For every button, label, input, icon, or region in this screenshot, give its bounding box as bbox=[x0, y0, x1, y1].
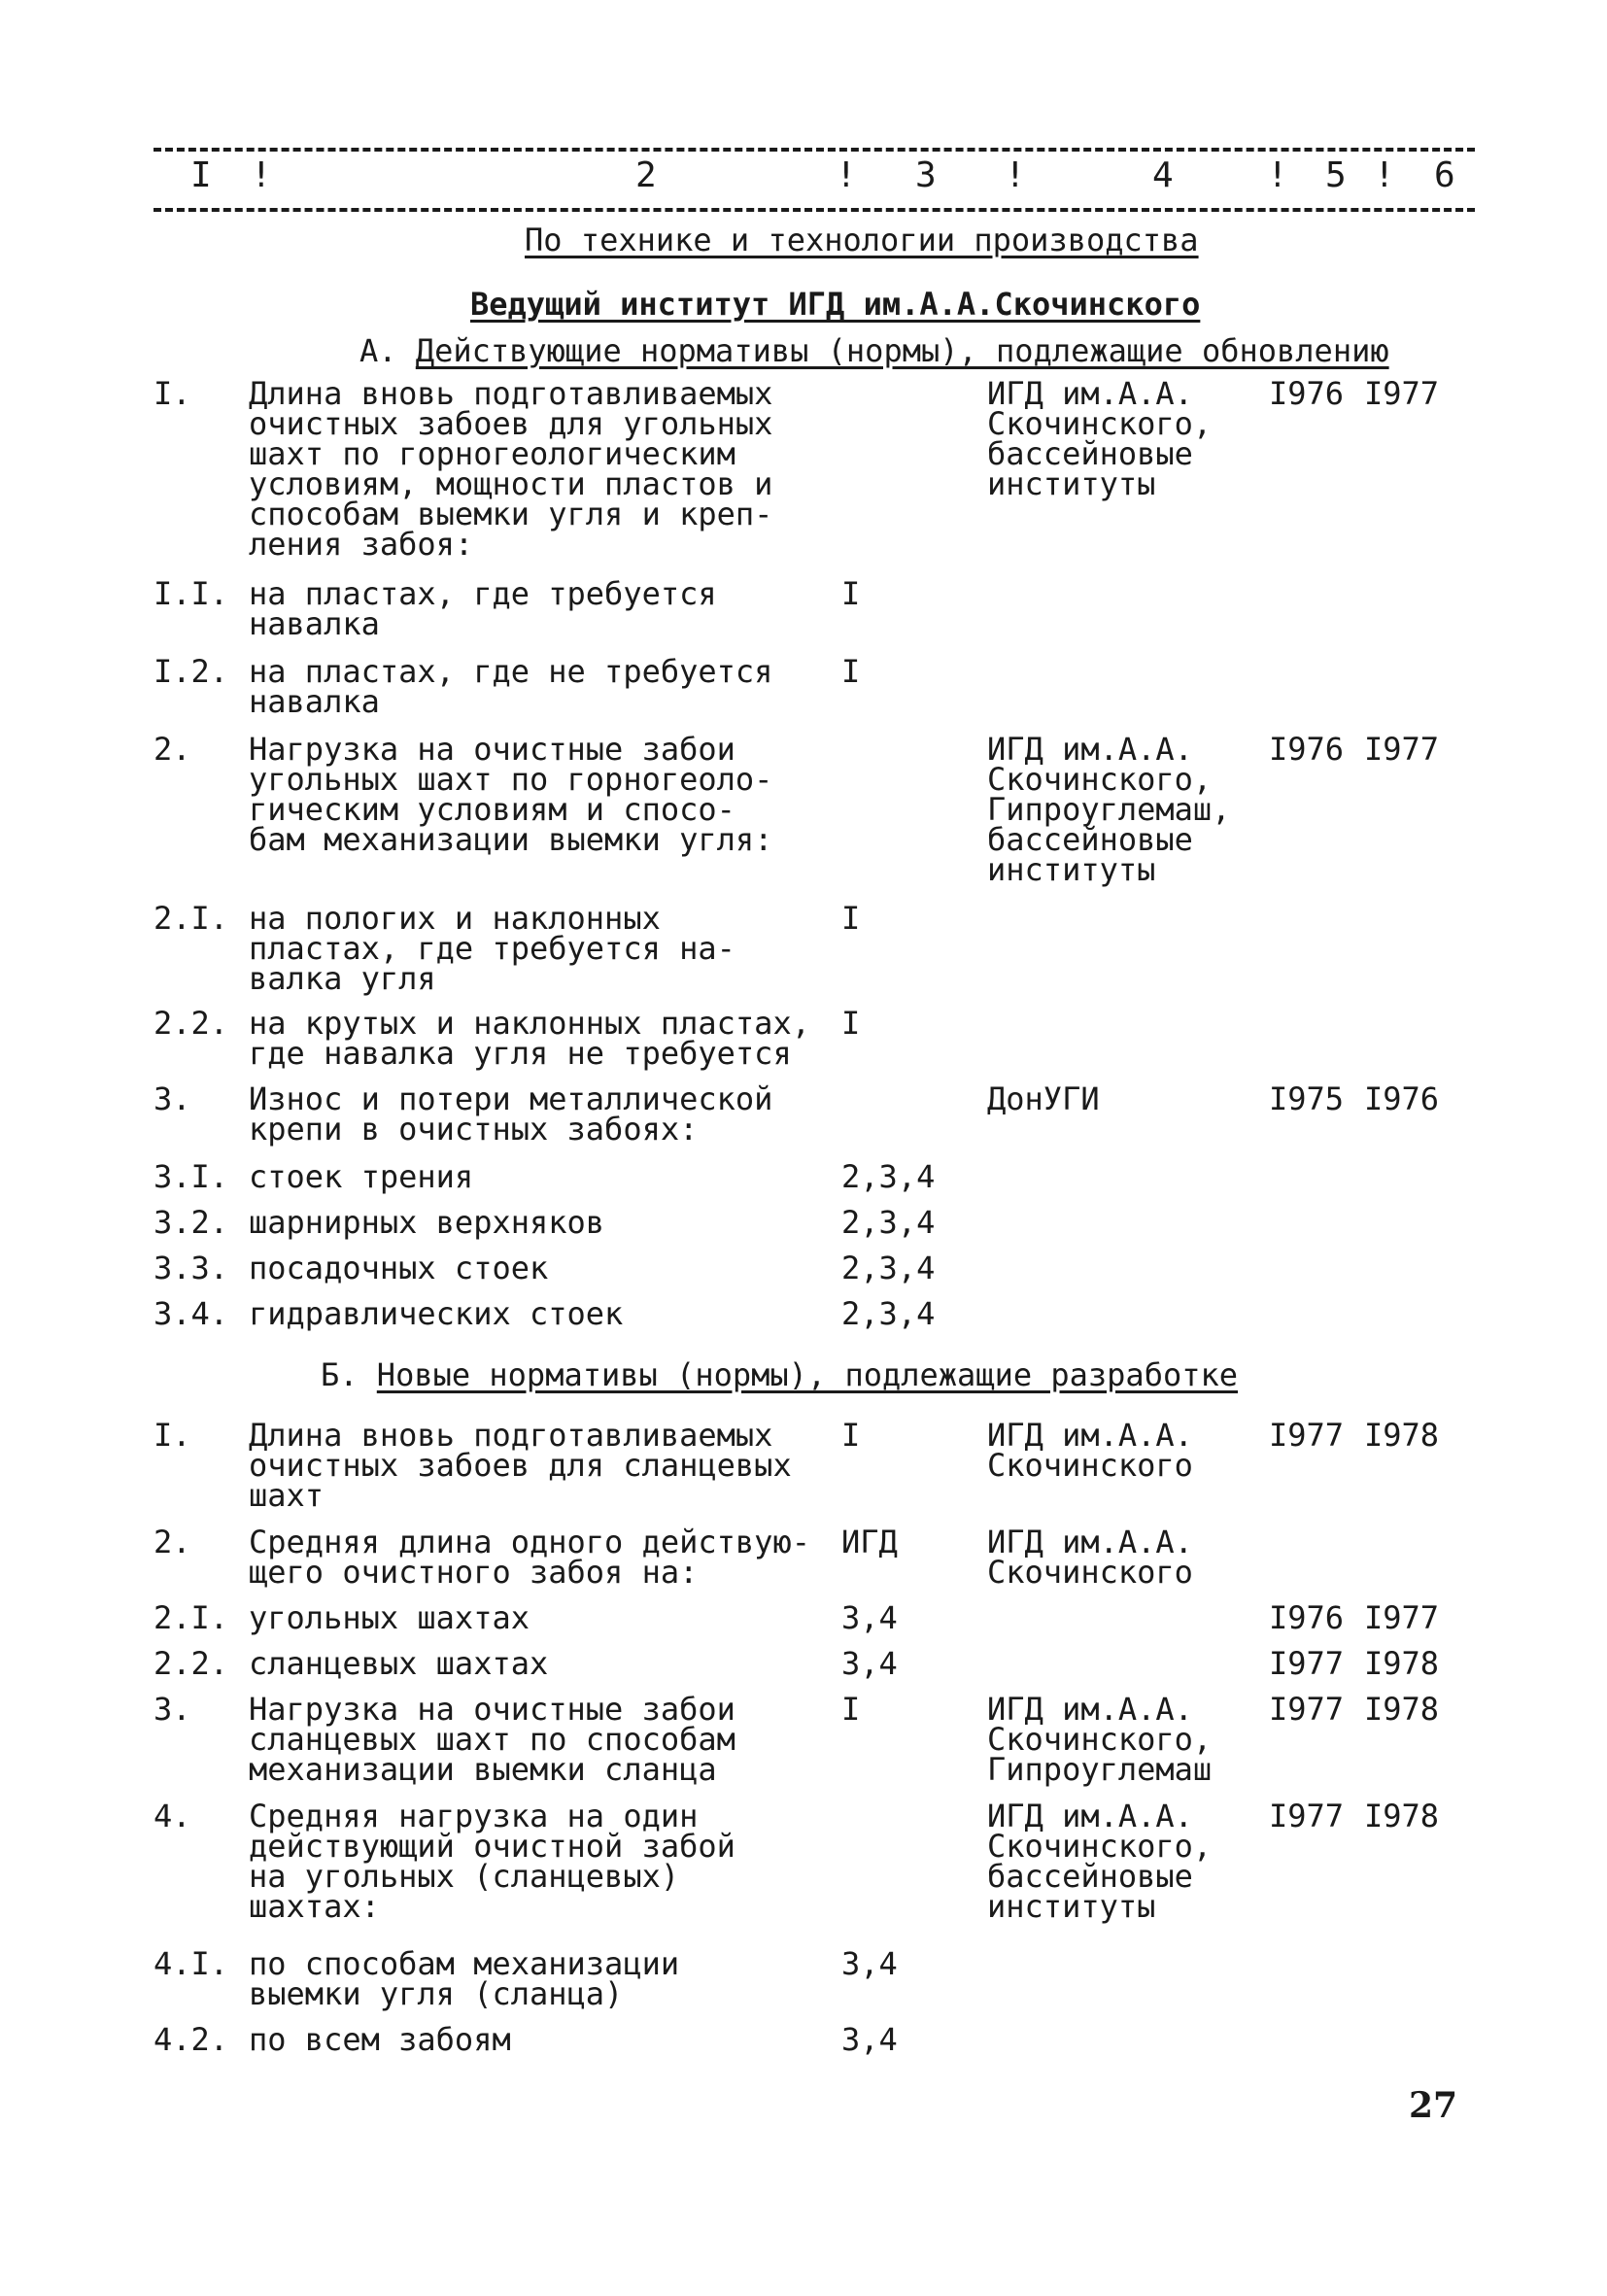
row-column-3: 3,4 bbox=[841, 1645, 898, 1682]
row-description: Длина вновь подготавливаемых очистных забоев для угольных шахт по горногеологическим условиям, мощности пластов и способам выемки угля и креп- ления забоя: bbox=[249, 375, 773, 563]
row-year-start: I977 bbox=[1269, 1691, 1345, 1728]
row-number: 2.I. bbox=[154, 900, 229, 937]
row-description: Средняя нагрузка на один действующий очистной забой на угольных (сланцевых) шахтах: bbox=[249, 1798, 735, 1925]
column-separator: ! bbox=[251, 155, 272, 195]
main-heading: По технике и технологии производства bbox=[525, 222, 1199, 258]
row-number: 3.2. bbox=[154, 1204, 229, 1241]
row-column-3: 2,3,4 bbox=[841, 1250, 936, 1286]
column-separator: ! bbox=[1374, 155, 1395, 195]
row-organization: ИГД им.А.А. Скочинского, бассейновые институты bbox=[987, 375, 1213, 502]
row-number: 3. bbox=[154, 1080, 191, 1117]
row-year-end: I976 bbox=[1364, 1080, 1440, 1117]
row-description: Нагрузка на очистные забои сланцевых шахт по способам механизации выемки сланца bbox=[249, 1691, 735, 1788]
row-column-3: I bbox=[841, 1417, 861, 1454]
row-number: 4.2. bbox=[154, 2021, 229, 2058]
section-a-title: Действующие нормативы (нормы), подлежащие обновлению bbox=[415, 332, 1389, 369]
row-description: по всем забоям bbox=[249, 2021, 511, 2058]
row-number: 2. bbox=[154, 731, 191, 768]
row-description: Средняя длина одного действую- щего очистного забоя на: bbox=[249, 1524, 810, 1591]
row-description: по способам механизации выемки угля (сланца) bbox=[249, 1945, 680, 2012]
column-number: 3 bbox=[915, 155, 937, 195]
row-description: гидравлических стоек bbox=[249, 1295, 624, 1332]
row-column-3: 2,3,4 bbox=[841, 1158, 936, 1195]
column-separator: ! bbox=[1005, 155, 1026, 195]
section-b-heading bbox=[321, 1356, 1239, 1393]
row-column-3: 3,4 bbox=[841, 1599, 898, 1636]
row-description: на пластах, где не требуется навалка bbox=[249, 653, 773, 720]
row-number: 2.I. bbox=[154, 1599, 229, 1636]
row-year-start: I975 bbox=[1269, 1080, 1345, 1117]
row-description: посадочных стоек bbox=[249, 1250, 549, 1286]
row-column-3: 2,3,4 bbox=[841, 1295, 936, 1332]
row-number: 4. bbox=[154, 1798, 191, 1834]
row-column-3: 3,4 bbox=[841, 2021, 898, 2058]
row-number: 3. bbox=[154, 1691, 191, 1728]
row-number: 4.I. bbox=[154, 1945, 229, 1982]
row-number: 3.I. bbox=[154, 1158, 229, 1195]
row-description: стоек трения bbox=[249, 1158, 474, 1195]
row-number: 3.4. bbox=[154, 1295, 229, 1332]
column-number: 2 bbox=[635, 155, 657, 195]
row-organization: ИГД им.А.А. Скочинского bbox=[987, 1524, 1193, 1591]
row-organization: ИГД им.А.А. Скочинского, Гипроуглемаш, бассейновые институты bbox=[987, 731, 1231, 888]
row-organization: ИГД им.А.А. Скочинского, Гипроуглемаш bbox=[987, 1691, 1213, 1788]
row-organization: ИГД им.А.А. Скочинского, бассейновые институты bbox=[987, 1798, 1213, 1925]
row-column-3: I bbox=[841, 1691, 861, 1728]
row-number: I. bbox=[154, 1417, 191, 1454]
row-year-end: I978 bbox=[1364, 1691, 1440, 1728]
row-year-start: I977 bbox=[1269, 1417, 1345, 1454]
row-year-start: I977 bbox=[1269, 1798, 1345, 1834]
row-year-start: I976 bbox=[1269, 375, 1345, 412]
row-description: сланцевых шахтах bbox=[249, 1645, 549, 1682]
row-column-3: 2,3,4 bbox=[841, 1204, 936, 1241]
column-number-header bbox=[154, 148, 1475, 212]
row-column-3: I bbox=[841, 575, 861, 612]
row-number: I. bbox=[154, 375, 191, 412]
row-year-start: I977 bbox=[1269, 1645, 1345, 1682]
row-column-3: ИГД bbox=[841, 1524, 898, 1560]
row-year-start: I976 bbox=[1269, 1599, 1345, 1636]
section-b-letter: Б. bbox=[321, 1356, 359, 1393]
section-a-heading bbox=[359, 332, 1389, 369]
column-number: 5 bbox=[1325, 155, 1347, 195]
row-year-end: I977 bbox=[1364, 731, 1440, 768]
row-organization: ИГД им.А.А. Скочинского bbox=[987, 1417, 1193, 1484]
row-description: угольных шахтах bbox=[249, 1599, 530, 1636]
row-description: на пластах, где требуется навалка bbox=[249, 575, 717, 642]
row-number: 3.3. bbox=[154, 1250, 229, 1286]
row-number: 2.2. bbox=[154, 1005, 229, 1042]
row-column-3: I bbox=[841, 900, 861, 937]
column-separator: ! bbox=[1267, 155, 1288, 195]
row-description: Длина вновь подготавливаемых очистных забоев для сланцевых шахт bbox=[249, 1417, 792, 1514]
row-description: Износ и потери металлической крепи в очистных забоях: bbox=[249, 1080, 773, 1148]
row-description: шарнирных верхняков bbox=[249, 1204, 605, 1241]
row-number: 2.2. bbox=[154, 1645, 229, 1682]
column-number: 4 bbox=[1152, 155, 1174, 195]
row-description: на пологих и наклонных пластах, где требуется на- валка угля bbox=[249, 900, 735, 997]
section-b-title: Новые нормативы (нормы), подлежащие разработке bbox=[376, 1356, 1239, 1393]
row-year-end: I978 bbox=[1364, 1645, 1440, 1682]
row-number: 2. bbox=[154, 1524, 191, 1560]
section-a-letter: А. bbox=[359, 332, 397, 369]
row-year-start: I976 bbox=[1269, 731, 1345, 768]
row-year-end: I977 bbox=[1364, 375, 1440, 412]
row-column-3: I bbox=[841, 653, 861, 690]
row-organization: ДонУГИ bbox=[987, 1080, 1100, 1117]
page-number: 27 bbox=[1409, 2085, 1458, 2126]
column-number: 6 bbox=[1434, 155, 1455, 195]
column-separator: ! bbox=[836, 155, 857, 195]
row-year-end: I977 bbox=[1364, 1599, 1440, 1636]
row-description: на крутых и наклонных пластах, где навалка угля не требуется bbox=[249, 1005, 810, 1072]
row-number: I.I. bbox=[154, 575, 229, 612]
row-number: I.2. bbox=[154, 653, 229, 690]
institute-heading: Ведущий институт ИГД им.А.А.Скочинского bbox=[470, 286, 1201, 323]
row-column-3: I bbox=[841, 1005, 861, 1042]
column-number: I bbox=[190, 155, 212, 195]
row-year-end: I978 bbox=[1364, 1798, 1440, 1834]
row-year-end: I978 bbox=[1364, 1417, 1440, 1454]
row-column-3: 3,4 bbox=[841, 1945, 898, 1982]
row-description: Нагрузка на очистные забои угольных шахт по горногеоло- гическим условиям и спосо- бам механизации выемки угля: bbox=[249, 731, 773, 858]
